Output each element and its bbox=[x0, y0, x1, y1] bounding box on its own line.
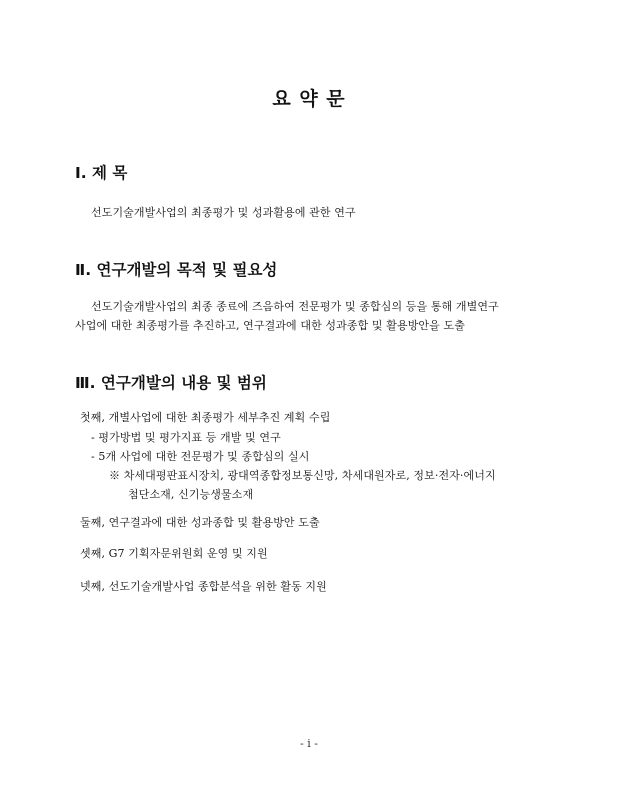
section-3-heading: Ⅲ. 연구개발의 내용 및 범위 bbox=[75, 374, 267, 392]
section-3-subitem-2: - 5개 사업에 대한 전문평가 및 종합심의 실시 bbox=[91, 450, 310, 463]
section-3-item-first: 첫째, 개별사업에 대한 최종평가 세부추진 계획 수립 bbox=[80, 411, 331, 424]
section-1-heading: Ⅰ. 제 목 bbox=[75, 164, 128, 182]
section-3-item-second: 둘째, 연구결과에 대한 성과종합 및 활용방안 도출 bbox=[80, 516, 320, 529]
document-title: 요 약 문 bbox=[272, 88, 346, 110]
section-2-heading: Ⅱ. 연구개발의 목적 및 필요성 bbox=[75, 261, 278, 279]
section-3-note-line-1: ※ 차세대평판표시장치, 광대역종합정보통신망, 차세대원자로, 정보·전자·에너지 bbox=[109, 469, 496, 482]
section-3-subitem-1: - 평가방법 및 평가지표 등 개발 및 연구 bbox=[91, 431, 281, 444]
section-2-line-2: 사업에 대한 최종평가를 추진하고, 연구결과에 대한 성과종합 및 활용방안을 도출 bbox=[75, 319, 465, 332]
page-number: - i - bbox=[300, 737, 318, 750]
section-1-text: 선도기술개발사업의 최종평가 및 성과활용에 관한 연구 bbox=[91, 206, 356, 219]
section-3-item-fourth: 넷째, 선도기술개발사업 종합분석을 위한 활동 지원 bbox=[80, 580, 327, 593]
section-3-item-third: 셋째, G7 기획자문위원회 운영 및 지원 bbox=[80, 547, 268, 560]
section-3-note-line-2: 첨단소재, 신기능생물소재 bbox=[128, 488, 254, 501]
section-2-line-1: 선도기술개발사업의 최종 종료에 즈음하여 전문평가 및 종합심의 등을 통해 개별연구 bbox=[91, 300, 499, 313]
